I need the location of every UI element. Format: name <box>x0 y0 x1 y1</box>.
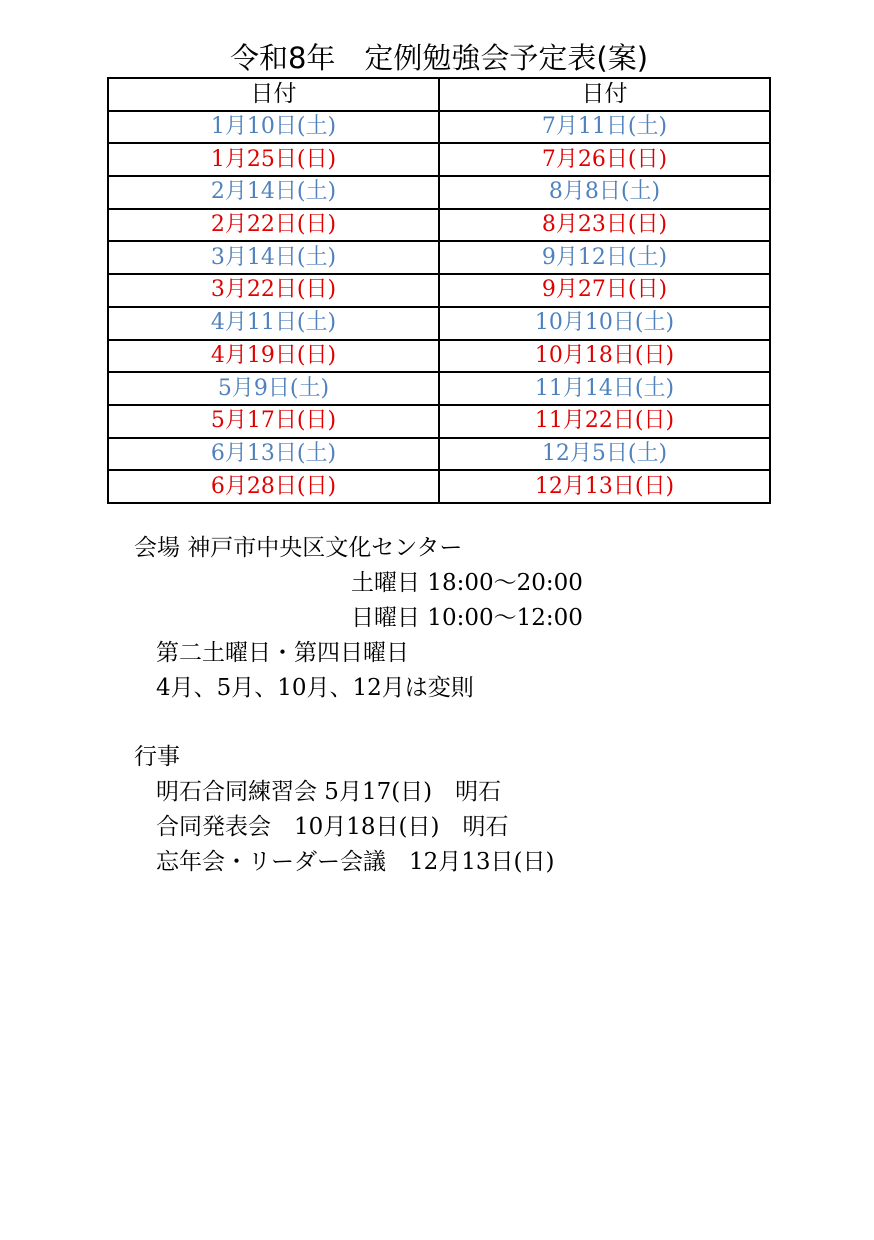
page-title: 令和8年 定例勉強会予定表(案) <box>229 41 649 75</box>
sunday-date-cell: 9月27日(日) <box>439 274 770 307</box>
sunday-date-cell: 11月22日(日) <box>439 405 770 438</box>
table-row <box>108 372 770 405</box>
schedule-exception: 4月、5月、10月、12月は変則 <box>156 675 474 701</box>
events-heading: 行事 <box>134 744 180 770</box>
saturday-date-cell: 7月11日(土) <box>439 111 770 144</box>
schedule-rule: 第二土曜日・第四日曜日 <box>156 640 409 666</box>
saturday-date-cell: 9月12日(土) <box>439 241 770 274</box>
column-header: 日付 <box>439 78 770 111</box>
event-item: 明石合同練習会 5月17(日) 明石 <box>156 779 502 805</box>
saturday-date-cell: 3月14日(土) <box>108 241 439 274</box>
saturday-date-cell: 5月9日(土) <box>108 372 439 405</box>
event-item: 忘年会・リーダー会議 12月13日(日) <box>156 849 555 875</box>
table-row <box>108 111 770 144</box>
sunday-date-cell: 12月13日(日) <box>439 470 770 503</box>
table-row <box>108 438 770 471</box>
sunday-date-cell: 7月26日(日) <box>439 143 770 176</box>
saturday-date-cell: 12月5日(土) <box>439 438 770 471</box>
saturday-date-cell: 11月14日(土) <box>439 372 770 405</box>
table-row <box>108 274 770 307</box>
saturday-date-cell: 6月13日(土) <box>108 438 439 471</box>
sunday-date-cell: 5月17日(日) <box>108 405 439 438</box>
table-row <box>108 307 770 340</box>
sunday-date-cell: 1月25日(日) <box>108 143 439 176</box>
sunday-date-cell: 10月18日(日) <box>439 340 770 373</box>
saturday-date-cell: 10月10日(土) <box>439 307 770 340</box>
column-header: 日付 <box>108 78 439 111</box>
table-row <box>108 241 770 274</box>
sunday-date-cell: 8月23日(日) <box>439 209 770 242</box>
sunday-date-cell: 3月22日(日) <box>108 274 439 307</box>
venue-line: 会場 神戸市中央区文化センター <box>134 535 463 561</box>
sunday-time: 日曜日 10:00～12:00 <box>351 605 583 631</box>
table-row <box>108 340 770 373</box>
table-row <box>108 143 770 176</box>
saturday-time: 土曜日 18:00～20:00 <box>351 570 583 596</box>
saturday-date-cell: 4月11日(土) <box>108 307 439 340</box>
event-item: 合同発表会 10月18日(日) 明石 <box>156 814 509 840</box>
saturday-date-cell: 8月8日(土) <box>439 176 770 209</box>
sunday-date-cell: 6月28日(日) <box>108 470 439 503</box>
table-header-row <box>108 78 770 111</box>
table-row <box>108 470 770 503</box>
sunday-date-cell: 2月22日(日) <box>108 209 439 242</box>
saturday-date-cell: 2月14日(土) <box>108 176 439 209</box>
schedule-table <box>107 77 771 504</box>
saturday-date-cell: 1月10日(土) <box>108 111 439 144</box>
table-row <box>108 209 770 242</box>
table-row <box>108 405 770 438</box>
table-row <box>108 176 770 209</box>
sunday-date-cell: 4月19日(日) <box>108 340 439 373</box>
